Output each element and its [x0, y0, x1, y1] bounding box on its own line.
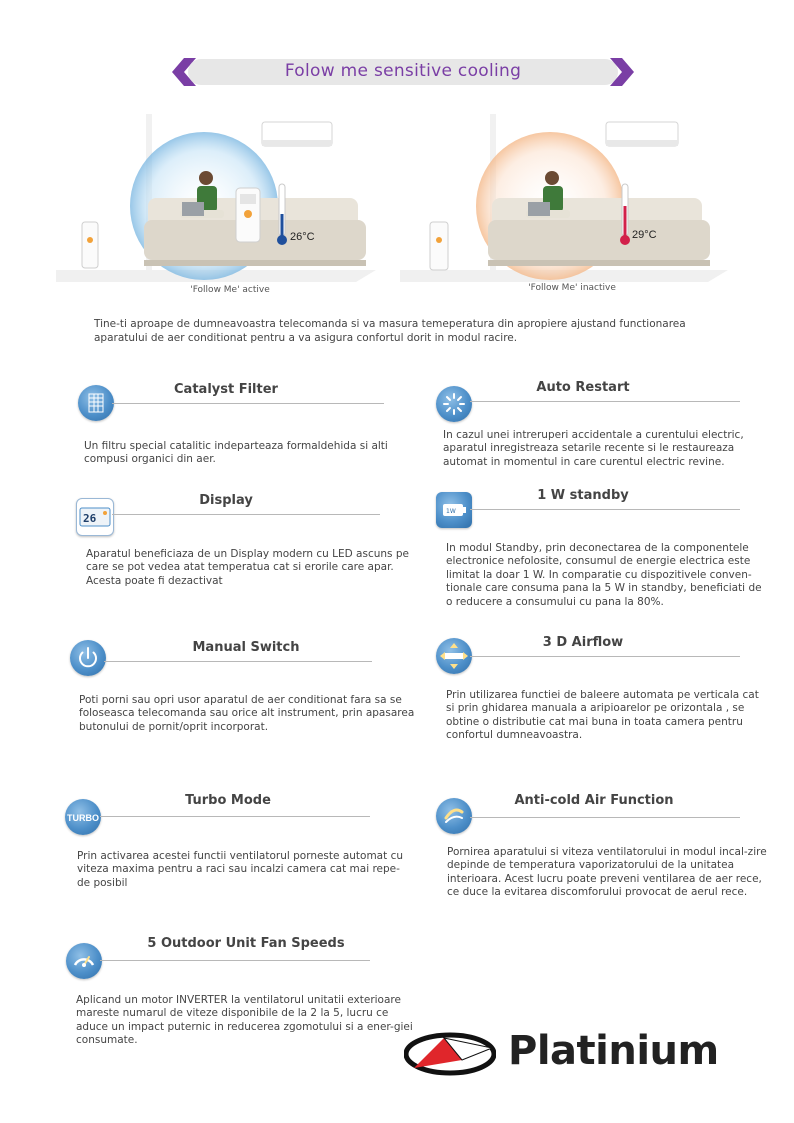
feature-title-turbo-mode: Turbo Mode: [185, 793, 271, 808]
feature-title-anti-cold: Anti-cold Air Function: [514, 793, 674, 808]
caption-active: 'Follow Me' active: [190, 285, 270, 295]
temperature-readout: 26°C: [290, 231, 315, 243]
svg-text:1W: 1W: [446, 508, 456, 515]
divider: [100, 960, 370, 961]
feature-title-manual-switch: Manual Switch: [192, 640, 300, 655]
display-icon: [76, 498, 114, 536]
restart-icon: [436, 386, 472, 422]
divider: [112, 514, 380, 515]
platinium-logo: [404, 1030, 724, 1080]
divider: [112, 403, 384, 404]
feature-title-3d-airflow: 3 D Airflow: [542, 635, 624, 650]
svg-text:TURBO: TURBO: [67, 813, 99, 823]
divider: [470, 401, 740, 402]
feature-text-display: Aparatul beneficiaza de un Display modern cu LED ascuns pe care se pot vedea atat temperatua cat si erorile care apar. Acesta poate fi dezactivat: [86, 548, 409, 587]
feature-text-3d-airflow: Prin utilizarea functiei de baleere automata pe verticala cat si prin ghidarea manuala a aripioarelor pe orizontala , se obtine o distributie cat mai buna in toata camera pentru confortul dumneavoastra.: [446, 689, 759, 742]
power-icon: [70, 640, 106, 676]
divider: [470, 817, 740, 818]
anti-cold-icon: [436, 798, 472, 834]
feature-text-turbo-mode: Prin activarea acestei functii ventilatorul porneste automat cu viteza maxima pentru a raci sau incalzi camera cat mai repe-de posibil: [77, 850, 403, 889]
chevron-right-icon: [610, 58, 634, 86]
feature-text-catalyst-filter: Un filtru special catalitic indeparteaza formaldehida si alti compusi organici din aer.: [84, 440, 388, 466]
follow-me-active-illustration: [56, 110, 376, 282]
divider: [104, 661, 372, 662]
feature-text-1w-standby: In modul Standby, prin deconectarea de la componentele electronice nefolosite, consumul de energie electrica este limitat la doar 1 W. In comparatie cu dispozitivele conven-tionale care consuma pana la 5 W in standby, beneficiati de o reducere a consumului cu pana la 80%.: [446, 542, 762, 608]
fan-speed-icon: [66, 943, 102, 979]
feature-text-manual-switch: Poti porni sau opri usor aparatul de aer conditionat fara sa se foloseasca telecomanda sau orice alt instrument, prin apasarea butonului de pornit/oprit incorporat.: [79, 694, 415, 733]
feature-title-fan-speeds: 5 Outdoor Unit Fan Speeds: [147, 936, 345, 951]
page-title: Folow me sensitive cooling: [284, 61, 522, 81]
follow-me-inactive-illustration: [400, 110, 728, 282]
feature-title-catalyst-filter: Catalyst Filter: [174, 382, 278, 397]
svg-text:26: 26: [83, 512, 97, 525]
airflow-icon: [436, 638, 472, 674]
battery-icon: [436, 492, 472, 528]
caption-inactive: 'Follow Me' inactive: [528, 283, 616, 293]
feature-title-1w-standby: 1 W standby: [537, 488, 629, 503]
turbo-icon: [65, 799, 101, 835]
feature-title-auto-restart: Auto Restart: [536, 380, 630, 395]
filter-icon: [78, 385, 114, 421]
divider: [470, 656, 740, 657]
feature-text-auto-restart: In cazul unei intreruperi accidentale a curentului electric, aparatul inregistreaza setarile recente si le restaureaza automat in momentul in care curentul electric revine.: [443, 429, 744, 468]
intro-paragraph: Tine-ti aproape de dumneavoastra telecomanda si va masura temeperatura din apropiere ajustand functionarea aparatului de aer conditionat pentru a va asigura confortul dorit in modul racire.: [94, 318, 686, 344]
divider: [100, 816, 370, 817]
divider: [470, 509, 740, 510]
platinium-logo-mark: [404, 1032, 496, 1076]
feature-text-anti-cold: Pornirea aparatului si viteza ventilatorului in modul incal-zire depinde de temperatura vaporizatorului de la unitatea interioara. Acest lucru poate preveni ventilarea de aer rece, ce duce la evitarea discomforului provocat de aerul rece.: [447, 846, 767, 899]
header-banner: [172, 58, 634, 86]
temperature-readout: 29°C: [632, 229, 657, 241]
brand-name: Platinium: [508, 1028, 719, 1074]
feature-title-display: Display: [199, 493, 253, 508]
feature-text-fan-speeds: Aplicand un motor INVERTER la ventilatorul unitatii exterioare mareste numarul de viteze disponibile de la 2 la 5, lucru ce aduce un impact puternic in reducerea zgomotului si a ener-giei consumate.: [76, 994, 413, 1047]
